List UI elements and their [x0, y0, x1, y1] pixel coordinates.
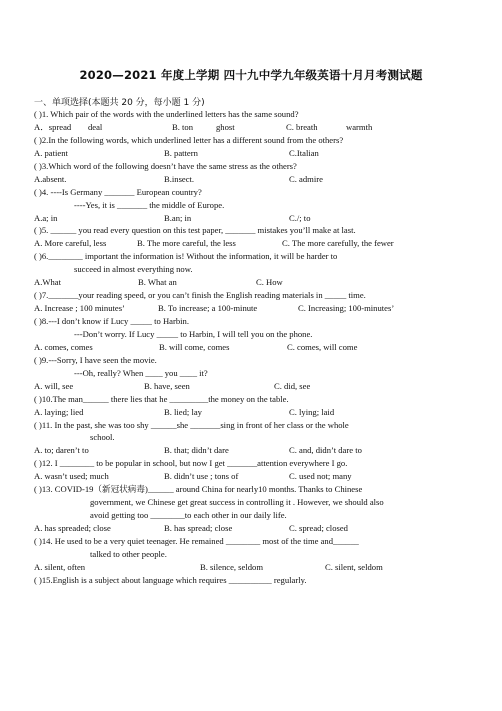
option-b: B.an; in [164, 212, 192, 223]
option-b: B. What an [138, 277, 177, 288]
question-11-options [34, 444, 479, 457]
option-a: A.a; in [34, 212, 58, 223]
question-13: ( )13. COVID-19（新冠状病毒)______ around China for nearly10 months. Thanks to Chinese [34, 484, 363, 495]
question-13-line2: government, we Chinese get great success in controlling it . However, we should also [90, 497, 384, 508]
question-3-options [34, 173, 479, 186]
question-6-line2: succeed in almost everything now. [74, 264, 193, 275]
question-5-options [34, 237, 479, 250]
option-a: A. laying; lied [34, 406, 84, 417]
question-2-options [34, 147, 479, 160]
question-4-options [34, 212, 479, 225]
question-list [34, 108, 479, 587]
question-13-options [34, 522, 479, 535]
option-a: A. will, see [34, 380, 74, 391]
option-c: C. admire [289, 173, 323, 184]
question-14-options [34, 561, 479, 574]
question-3: ( )3.Which word of the following doesn’t have the same stress as the others? [34, 160, 297, 171]
option-a: A. More careful, less [34, 238, 107, 249]
option-b: B. that; didn’t dare [164, 445, 229, 456]
question-7: ( )7._______your reading speed, or you can’t finish the English reading materials in _____ time. [34, 290, 366, 301]
option-a: A. comes, comes [34, 341, 93, 352]
question-13-line3: avoid getting too ________to each other in our daily life. [90, 510, 287, 521]
option-a: A.What [34, 277, 61, 288]
option-c: C. silent, seldom [325, 561, 383, 572]
option-c: C. comes, will come [287, 341, 358, 352]
question-10-options [34, 406, 479, 419]
option-b: B. has spread; close [164, 523, 233, 533]
option-b: B. will come, comes [159, 341, 230, 352]
option-a: A. to; daren’t to [34, 445, 89, 456]
question-1-options [34, 121, 479, 134]
option-b2: ghost [216, 121, 235, 132]
option-b: B. didn’t use ; tons of [164, 471, 239, 482]
question-9: ( )9.---Sorry, I have seen the movie. [34, 354, 157, 365]
question-5: ( )5. ______ you read every question on this test paper, _______ mistakes you’ll make at last. [34, 225, 356, 236]
option-a2: deal [88, 121, 103, 132]
option-c2: warmth [346, 121, 373, 132]
option-b: B. have, seen [144, 380, 190, 391]
question-8: ( )8.---I don’t know if Lucy _____ to Harbin. [34, 316, 189, 326]
option-c: C.Italian [289, 147, 319, 158]
option-a: A. silent, often [34, 561, 86, 572]
option-b: B. pattern [164, 147, 198, 158]
question-12-options [34, 470, 479, 483]
question-10: ( )10.The man______ there lies that he _________the money on the table. [34, 393, 289, 404]
question-1: ( )1. Which pair of the words with the underlined letters has the same sound? [34, 109, 299, 119]
option-c: C. used not; many [289, 471, 352, 482]
option-a: A. Increase ; 100 minutes’ [34, 303, 125, 314]
question-6: ( )6.________ important the information is! Without the information, it will be harder to [34, 251, 338, 262]
option-a: A. has spreaded; close [34, 523, 111, 533]
question-8-options [34, 341, 479, 354]
question-9-line2: ---Oh, really? When ____ you ____ it? [74, 367, 208, 378]
question-8-line2: ---Don’t worry. If Lucy _____ to Harbin, I will tell you on the phone. [74, 328, 313, 339]
option-b: B. The more careful, the less [137, 238, 236, 249]
option-c: C. How [256, 277, 283, 288]
question-4-line2: ----Yes, it is _______ the middle of Europe. [74, 199, 225, 210]
option-c: C. did, see [274, 380, 311, 391]
question-12: ( )12. I ________ to be popular in school, but now I get _______attention everywhere I go. [34, 458, 348, 469]
question-11-line2: school. [90, 432, 115, 443]
option-a: A．spread [34, 121, 72, 132]
page-title: 2020—2021 年度上学期 四十九中学九年级英语十月月考测试题 [79, 68, 423, 82]
question-15: ( )15.English is a subject about language which requires __________ regularly. [34, 574, 307, 585]
option-b: B. To increase; a 100-minute [158, 303, 258, 314]
option-b: B. lied; lay [164, 406, 202, 417]
question-4: ( )4. ----Is Germany _______ European country? [34, 186, 202, 197]
section-heading: 一、单项选择(本题共 20 分，每小题 1 分) [34, 98, 205, 108]
option-b: B.insect. [164, 173, 195, 184]
question-9-options [34, 380, 479, 393]
option-a: A. patient [34, 147, 68, 158]
option-c: C. and, didn’t dare to [289, 445, 362, 456]
option-c: C. breath [286, 121, 318, 132]
question-6-options [34, 276, 479, 289]
option-b: B. ton [172, 121, 194, 132]
question-2: ( )2.In the following words, which underlined letter has a different sound from the others? [34, 134, 344, 145]
option-c: C. The more carefully, the fewer [282, 238, 394, 249]
option-a: A. wasn’t used; much [34, 471, 109, 482]
option-c: C./; to [289, 212, 311, 223]
option-b: B. silence, seldom [200, 561, 264, 572]
option-a: A.absent. [34, 173, 67, 184]
question-11: ( )11. In the past, she was too shy ______she _______sing in front of her class or the whole [34, 419, 349, 430]
option-c: C. spread; closed [289, 523, 348, 533]
question-14: ( )14. He used to be a very quiet teenager. He remained ________ most of the time and______ [34, 535, 359, 546]
option-c: C. Increasing; 100-minutes’ [298, 303, 395, 314]
question-7-options [34, 302, 479, 315]
option-c: C. lying; laid [289, 406, 335, 417]
question-14-line2: talked to other people. [90, 548, 167, 559]
